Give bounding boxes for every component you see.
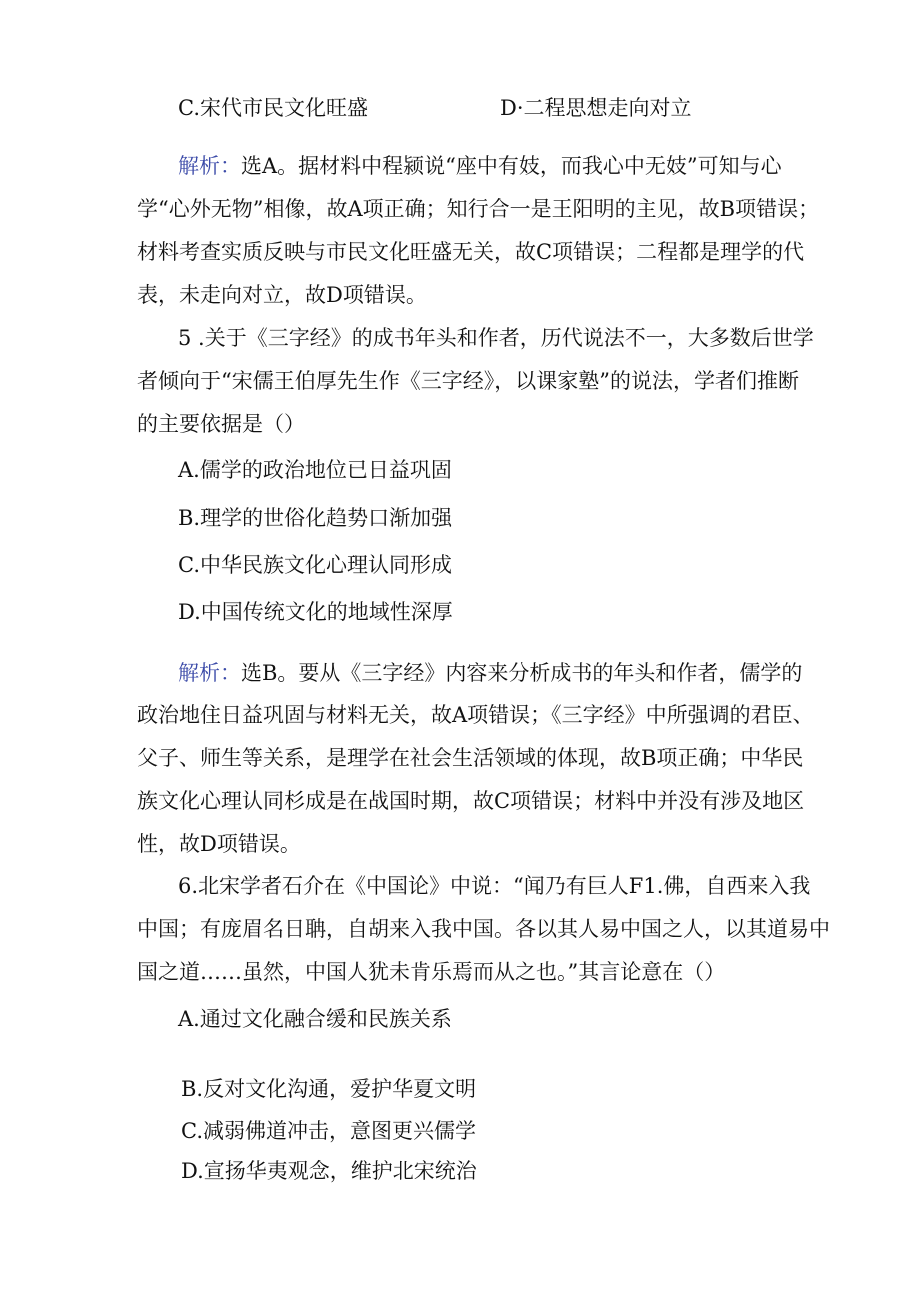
option-d: D.宣扬华夷观念，维护北宋统治 <box>181 1159 477 1183</box>
analysis-text: 选B。要从《三字经》内容来分析成书的年头和作者，儒学的 <box>241 661 803 685</box>
analysis-line: 父子、师生等关系，是理学在社会生活领域的体现，故B项正确；中华民 <box>137 746 804 770</box>
analysis-line: 性，故D项错误。 <box>137 832 301 856</box>
question-stem: 国之道……虽然，中国人犹未肯乐焉而从之也。”其言论意在（） <box>137 960 726 984</box>
option-d: D·二程思想走向对立 <box>500 96 692 120</box>
question-stem: 者倾向于“宋儒王伯厚先生作《三字经》，以课家塾”的说法，学者们推断 <box>137 369 799 393</box>
analysis-line: 表，未走向对立，故D项错误。 <box>137 283 427 307</box>
option-b: B.理学的世俗化趋势口渐加强 <box>178 506 453 530</box>
analysis-line: 材料考查实质反映与市民文化旺盛无关，故C项错误；二程都是理学的代 <box>137 240 805 264</box>
question-stem: 6.北宋学者石介在《中国论》中说：“闻乃有巨人F1.佛，自西来入我 <box>178 874 811 898</box>
analysis-line <box>178 658 802 688</box>
option-c: C.中华民族文化心理认同形成 <box>178 553 452 577</box>
analysis-text: 选A。据材料中程颍说“座中有妓，而我心中无妓”可知与心 <box>241 154 782 178</box>
option-d: D.中国传统文化的地域性深厚 <box>178 600 453 624</box>
analysis-label: 解析： <box>178 154 241 178</box>
analysis-line <box>178 151 782 181</box>
analysis-line: 族文化心理认同杉成是在战国时期，故C项错误；材料中并没有涉及地区 <box>137 789 805 813</box>
option-c: C.宋代市民文化旺盛 <box>178 96 368 120</box>
question-stem: 5 .关于《三字经》的成书年头和作者，历代说法不一，大多数后世学 <box>178 326 814 350</box>
question-stem: 的主要依据是（） <box>137 412 305 436</box>
option-c: C.减弱佛道冲击，意图更兴儒学 <box>181 1119 476 1143</box>
previous-question-options <box>178 93 692 123</box>
analysis-line: 政治地住日益巩固与材料无关，故A项错误；《三字经》中所强调的君臣、 <box>137 703 814 727</box>
question-stem: 中国；有庞眉名日聃，自胡来入我中国。各以其人易中国之人，以其道易中 <box>137 917 830 941</box>
analysis-label: 解析： <box>178 661 241 685</box>
option-a: A.通过文化融合缓和民族关系 <box>178 1007 452 1031</box>
analysis-line: 学“心外无物”相像，故A项正确；知行合一是王阳明的主见，故B项错误； <box>137 197 820 221</box>
option-a: A.儒学的政治地位已日益巩固 <box>178 458 452 482</box>
option-b: B.反对文化沟通，爱护华夏文明 <box>181 1077 477 1101</box>
